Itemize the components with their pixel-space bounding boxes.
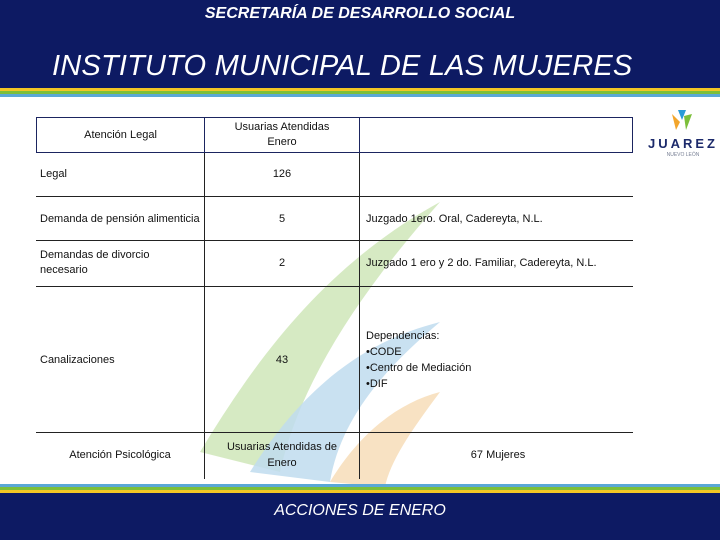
header-col1-text: Atención Legal bbox=[84, 129, 157, 141]
logo-mark-icon bbox=[642, 108, 720, 138]
table-row-label-text: Demandas de divorcio necesario bbox=[40, 249, 150, 276]
header-col-usuarias bbox=[204, 117, 360, 153]
logo-subtitle: NUEVO LEÓN bbox=[666, 152, 700, 158]
col-divider bbox=[204, 153, 205, 479]
juarez-logo bbox=[642, 108, 720, 168]
logo-wordmark: JUAREZ bbox=[647, 136, 718, 151]
page-title: INSTITUTO MUNICIPAL DE LAS MUJERES bbox=[52, 50, 633, 82]
table-row-note: Juzgado 1ero. Oral, Cadereyta, N.L. bbox=[366, 213, 543, 225]
table-row-note: 67 Mujeres bbox=[470, 449, 526, 461]
table-row-value: 5 bbox=[278, 213, 286, 225]
table-row-note bbox=[366, 158, 628, 190]
row-divider bbox=[36, 240, 633, 241]
table-row-value-text: Usuarias Atendidas de Enero bbox=[226, 441, 338, 469]
top-title: SECRETARÍA DE DESARROLLO SOCIAL bbox=[204, 5, 516, 22]
row-divider bbox=[36, 196, 633, 197]
col-divider bbox=[359, 153, 360, 479]
dependencias-list bbox=[366, 290, 628, 430]
table-row-value: 126 bbox=[272, 168, 292, 180]
list-item: •CODE bbox=[366, 346, 402, 358]
table-row-label bbox=[40, 200, 200, 238]
table-row-value bbox=[206, 436, 358, 474]
row-divider bbox=[36, 432, 633, 433]
table-row-label bbox=[40, 244, 200, 282]
table-row-label: Canalizaciones bbox=[40, 354, 115, 366]
table-row-label: Atención Psicológica bbox=[69, 449, 171, 461]
header-col-notes bbox=[359, 117, 633, 153]
footer-title: ACCIONES DE ENERO bbox=[274, 502, 446, 519]
dependencias-title: Dependencias: bbox=[366, 330, 440, 342]
header-col-atencion-legal bbox=[36, 117, 205, 153]
table-row-note: Juzgado 1 ero y 2 do. Familiar, Cadereyta, N.L. bbox=[366, 257, 597, 269]
row-divider bbox=[36, 286, 633, 287]
table-row-label-text: Demanda de pensión alimenticia bbox=[40, 212, 200, 225]
list-item: •Centro de Mediación bbox=[366, 362, 472, 374]
header-col2-text: Usuarias Atendidas Enero bbox=[234, 121, 330, 148]
table-row-value: 2 bbox=[278, 257, 286, 269]
list-item: •DIF bbox=[366, 378, 388, 390]
table-row-value: 43 bbox=[275, 354, 289, 366]
table-row-label: Legal bbox=[40, 168, 67, 180]
